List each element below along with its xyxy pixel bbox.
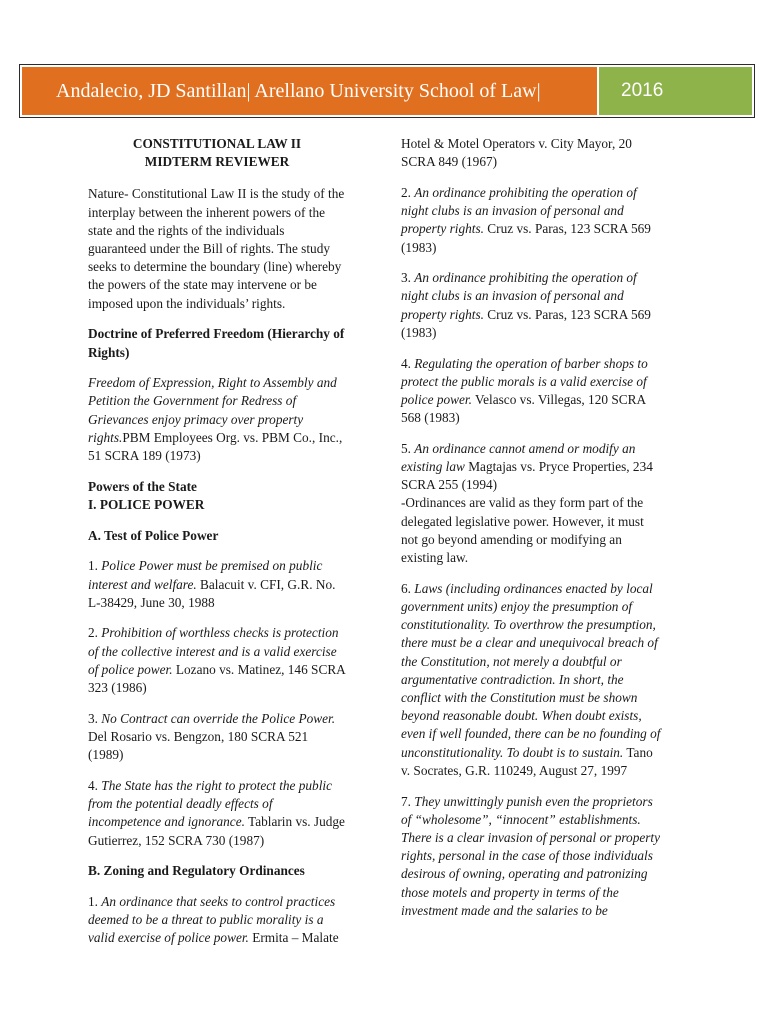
item-number: 1.: [88, 558, 102, 574]
item-citation: Balacuit v. CFI, G.R. No. L-38429, June 30, 1988: [88, 576, 336, 610]
list-item: [401, 355, 661, 428]
item-italic: Regulating the operation of barber shops to protect the public morals is a valid exercise of police power.: [401, 355, 648, 407]
item-italic: An ordinance prohibiting the operation of night clubs is an invasion of personal and property rights.: [401, 270, 637, 322]
item-italic: An ordinance prohibiting the operation of night clubs is an invasion of personal and property rights.: [401, 184, 637, 237]
powers-heading: Powers of the State: [88, 478, 197, 494]
item-citation: Lozano vs. Matinez, 146 SCRA 323 (1986): [88, 661, 346, 696]
item-italic: Police Power must be premised on public interest and welfare.: [88, 558, 323, 592]
item-number: 5.: [401, 440, 415, 456]
item-italic: They unwittingly punish even the proprietors of “wholesome”, “innocent” establishments. There is a clear invasion of personal or property rights, personal in the case of those individuals desirous of owning, operating and patronizing those motels and property in terms of the investment made and the salaries to be: [401, 793, 661, 918]
left-column: [88, 135, 346, 960]
item-citation: Magtajas vs. Pryce Properties, 234 SCRA 255 (1994): [401, 459, 653, 493]
title-line-1: CONSTITUTIONAL LAW II: [132, 136, 302, 151]
list-item: [401, 580, 661, 780]
test-heading: A. Test of Police Power: [88, 527, 219, 543]
item-number: 3.: [401, 270, 415, 286]
doctrine-italic: Freedom of Expression, Right to Assembly and Petition the Government for Redress of Grievances enjoy primacy over property rights.: [88, 375, 337, 445]
item-number: 3.: [88, 710, 102, 726]
item-number: 7.: [401, 793, 415, 809]
list-item: [401, 793, 661, 920]
list-item: [401, 269, 661, 342]
item-citation: Velasco vs. Villegas, 120 SCRA 568 (1983): [401, 391, 646, 426]
item-citation: Cruz vs. Paras, 123 SCRA 569 (1983): [401, 221, 651, 255]
header-author-text: Andalecio, JD Santillan| Arellano University School of Law|: [56, 79, 541, 102]
item-citation: Tablarin vs. Judge Gutierrez, 152 SCRA 730 (1987): [88, 814, 345, 848]
item-citation: Tano v. Socrates, G.R. 110249, August 27, 1997: [401, 744, 653, 778]
item-number: 6.: [401, 580, 415, 596]
header-year-band: [599, 67, 752, 115]
continuation-citation: Hotel & Motel Operators v. City Mayor, 20 SCRA 849 (1967): [401, 136, 632, 170]
doctrine-paragraph: [88, 374, 346, 465]
list-item: [88, 893, 346, 948]
document-header: [19, 64, 755, 118]
zoning-heading: B. Zoning and Regulatory Ordinances: [88, 863, 305, 879]
item-number: 4.: [88, 777, 102, 793]
nature-paragraph: Nature- Constitutional Law II is the study of the interplay between the inherent powers of the state and the rights of the individuals guaranteed under the Bill of rights. The study seeks to determine the boundary (line) whereby the powers of the state may intervene or be imposed upon the individuals’ rights.: [88, 186, 345, 311]
item-italic: An ordinance cannot amend or modify an existing law: [401, 440, 636, 475]
item-italic: Laws (including ordinances enacted by local government units) enjoy the presumption of constitutionality. To overthrow the presumption, there must be a clear and unequivocal breach of the Constitution, not merely a doubtful or argumentative contradiction. In short, the conflict with the Constitution must be shown beyond reasonable doubt. When doubt exists, even if well founded, there can be no founding of unconstitutionality. To doubt is to sustain.: [401, 580, 661, 760]
item-number: 2.: [88, 625, 102, 641]
list-item: [88, 624, 346, 697]
item-note: -Ordinances are valid as they form part of the delegated legislative power. However, it must not go beyond amending or modifying an existing law.: [401, 495, 644, 566]
doctrine-citation: PBM Employees Org. vs. PBM Co., Inc., 51 SCRA 189 (1973): [88, 429, 343, 464]
item-number: 4.: [401, 355, 415, 371]
item-citation: Ermita – Malate: [248, 930, 339, 946]
item-citation: Del Rosario vs. Bengzon, 180 SCRA 521 (1989): [88, 728, 309, 763]
item-italic: Prohibition of worthless checks is protection of the collective interest and is a valid exercise of police power.: [88, 625, 339, 677]
item-number: 2.: [401, 184, 415, 200]
header-author-band: [22, 67, 597, 115]
powers-heading-block: [88, 478, 346, 514]
right-column: [401, 135, 661, 932]
list-item: [88, 710, 346, 765]
list-item: [401, 184, 661, 257]
header-year-text: 2016: [621, 80, 664, 101]
police-power-heading: I. POLICE POWER: [88, 496, 205, 512]
item-italic: No Contract can override the Police Power.: [101, 710, 336, 726]
list-item: [88, 777, 346, 850]
item-number: 1.: [88, 893, 102, 909]
item-citation: Cruz vs. Paras, 123 SCRA 569 (1983): [401, 306, 651, 340]
list-item: [88, 557, 346, 612]
list-item: [401, 440, 661, 495]
item-italic: An ordinance that seeks to control practices deemed to be a threat to public morality is a valid exercise of police power.: [88, 893, 336, 946]
doctrine-heading: Doctrine of Preferred Freedom (Hierarchy of Rights): [88, 326, 345, 360]
title-line-2: MIDTERM REVIEWER: [144, 154, 290, 170]
item-italic: The State has the right to protect the public from the potential deadly effects of incompetence and ignorance.: [88, 777, 332, 830]
document-title: [88, 135, 346, 171]
